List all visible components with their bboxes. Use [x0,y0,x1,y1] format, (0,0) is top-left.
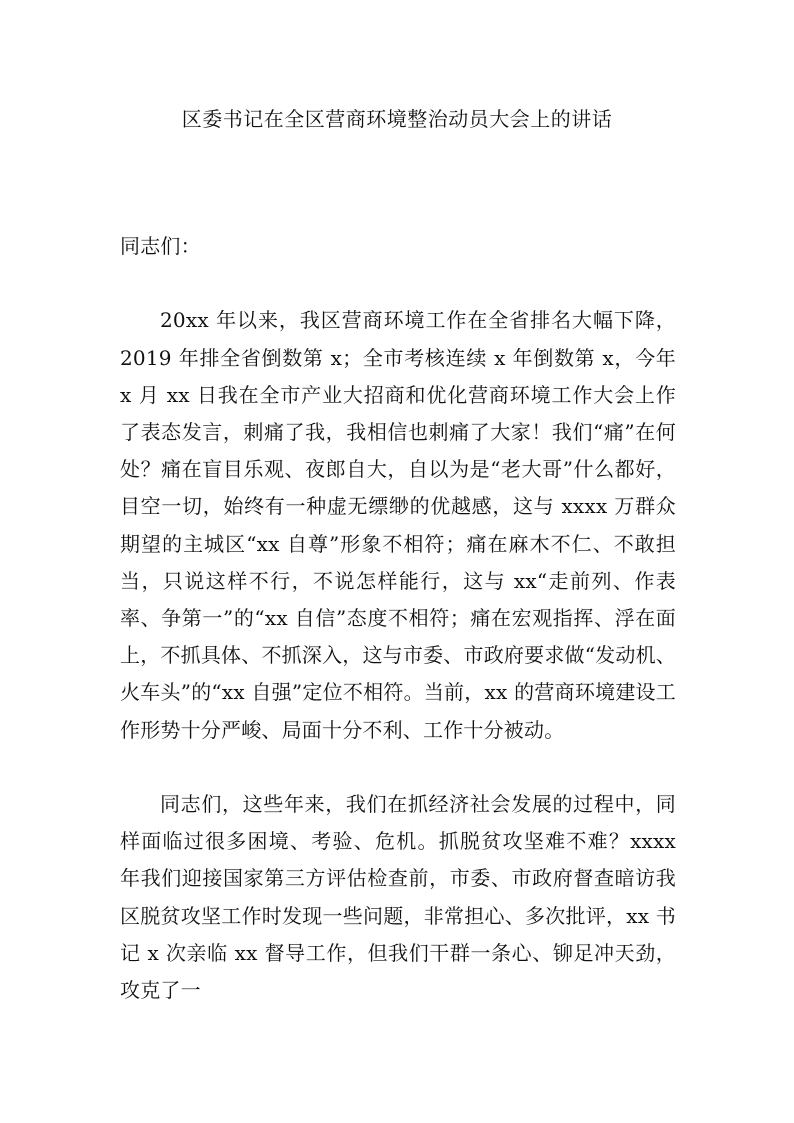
document-title: 区委书记在全区营商环境整治动员大会上的讲话 [181,107,613,131]
paragraph-1: 20xx 年以来，我区营商环境工作在全省排名大幅下降，2019 年排全省倒数第 x；全市考核连续 x 年倒数第 x，今年 x 月 xx 日我在全市产业大招商和优化营商环境工作大会上作了表态发言，刺痛了我，我相信也刺痛了大家！我们“痛”在何处？痛在盲目乐观、夜郎自大，自以为是“老大哥”什么都好，目空一切，始终有一种虚无缥缈的优越感，这与 xxxx 万群众期望的主城区“xx 自尊”形象不相符；痛在麻木不仁、不敢担当，只说这样不行，不说怎样能行，这与 xx“走前列、作表率、争第一”的“xx 自信”态度不相符；痛在宏观指挥、浮在面上，不抓具体、不抓深入，这与市委、市政府要求做“发动机、火车头”的“xx 自强”定位不相符。当前，xx 的营商环境建设工作形势十分严峻、局面十分不利、工作十分被动。 [120,308,676,742]
salutation: 同志们： [120,234,201,258]
paragraph-2: 同志们，这些年来，我们在抓经济社会发展的过程中，同样面临过很多困境、考验、危机。抓脱贫攻坚难不难？xxxx 年我们迎接国家第三方评估检查前，市委、市政府督查暗访我区脱贫攻坚工作时发现一些问题，非常担心、多次批评，xx 书记 x 次亲临 xx 督导工作，但我们干群一条心、铆足冲天劲，攻克了一 [120,792,676,1003]
document-body [120,228,676,1009]
